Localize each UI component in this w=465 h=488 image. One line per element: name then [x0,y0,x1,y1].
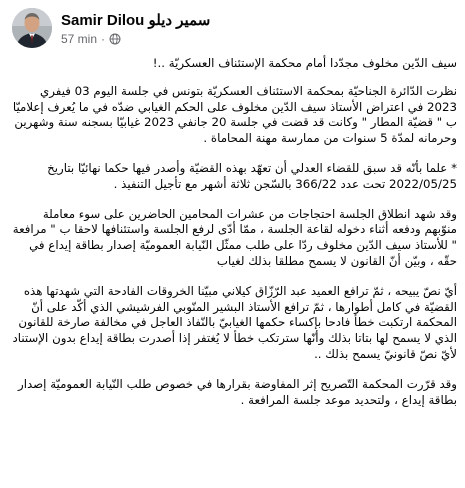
author-avatar[interactable] [12,8,52,48]
post-paragraph: أيّ نصّ يبيحه ، ثمّ ترافع العميد عبد الرّزّاق كيلاني مبيّنا الخروقات الفادحة التي شهدتها هذه القضيّة في كامل أطوارها ، ثمّ ترافع الأستاذ البشير المنّوبي الفرشيشي الذي أكّد على أنّ المحكمة ارتكبت خطأ فادحا بإكساء حكمها الغيابيّ بالنّفاذ العاجل في مخالفة صارخة للقانون الذي لا يسمح لها بتاتا بذلك وأنّها سترتكب خطأ لا يُغتفر إذا أصدرت بطاقة إيداع بدون الإستناد لأيّ نصّ قانونيّ يسمح بذلك .. [12,283,457,361]
post-header [12,8,452,48]
globe-icon[interactable] [109,33,121,45]
post-paragraph: وقد قرّرت المحكمة التّصريح إثر المفاوضة بقرارها في خصوص طلب النّيابة العموميّة إصدار بطاقة إيداع ، ولتحديد موعد جلسة المرافعة . [18,376,457,407]
post-paragraph: نظرت الدّائرة الجناحيّة بمحكمة الاستئناف العسكريّة بتونس في جلسة اليوم 03 فيفري 2023 في اعتراض الأستاذ سيف الدّين مخلوف على الحكم الغيابي ضدّه في ما يُعرف إعلاميّا ب " قضيّة المطار " وكانت قد قضت في جلسة 20 جانفي 2023 غيابيّا بسجنه سنة وشهرين وحرمانه لمدّة 5 سنوات من ممارسة مهنة المحاماة . [12,83,457,146]
post-meta [61,32,121,46]
post-paragraph-title: سيف الدّين مخلوف مجدّدا أمام محكمة الإستئناف العسكريّة ..! [152,56,457,70]
post-paragraph: * علما بأنّه قد سبق للقضاء العدلي أن تعهّد بهذه القضيّة وأصدر فيها حكما نهائيّا بتاريخ 2022/05/25 تحت عدد 366/22 بالسّجن ثلاثة أشهر مع تأجيل التنفيذ . [47,160,457,191]
avatar-photo [12,8,52,48]
post-body [8,56,457,422]
author-name[interactable]: Samir Dilou سمير ديلو [61,12,211,29]
post-paragraph: وقد شهد انطلاق الجلسة احتجاجات من عشرات المحامين الحاضرين على سوء معاملة منوّبهم ودفعه أثناء دخوله لقاعة الجلسة ، ممّا أدّى لرفع الجلسة واستئنافها لاحقا ب " مرافعة " للأستاذ سيف الدّين مخلوف ردّا على طلب ممثّل النّيابة العموميّة إصدار بطاقة إيداع في حقّه ، وبيّن أنّ القانون لا يسمح مطلقا بذلك لغياب [12,206,457,268]
meta-separator: · [101,32,106,46]
post-time[interactable]: 57 min [61,32,98,46]
